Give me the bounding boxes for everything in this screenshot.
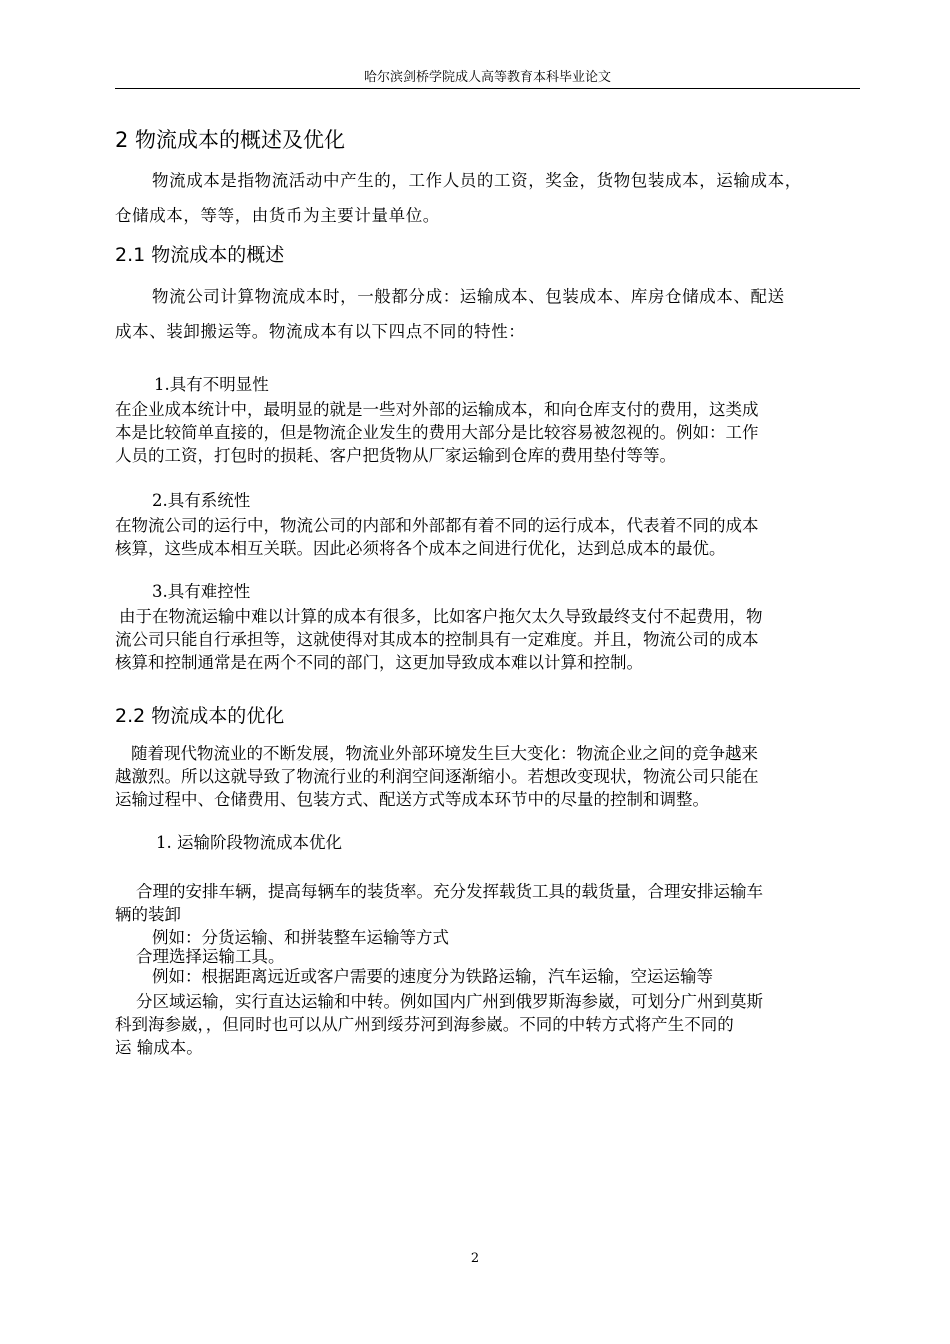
trait-3-title: 3.具有难控性 xyxy=(152,582,251,601)
transport-line-6: 分区域运输，实行直达运输和中转。例如国内广州到俄罗斯海参崴，可划分广州到莫斯 xyxy=(136,992,763,1011)
transport-line-4: 合理选择运输工具。 xyxy=(136,947,285,966)
section-2-1-heading: 2.1 物流成本的概述 xyxy=(115,244,285,266)
section-2-intro-line-1: 物流成本是指物流活动中产生的，工作人员的工资，奖金，货物包装成本，运输成本， xyxy=(152,171,802,190)
trait-1-line-2: 本是比较简单直接的，但是物流企业发生的费用大部分是比较容易被忽视的。例如：工作 xyxy=(115,423,759,442)
section-2-2-intro-line-2: 越激烈。所以这就导致了物流行业的利润空间逐渐缩小。若想改变现状，物流公司只能在 xyxy=(115,767,759,786)
transport-line-7: 科到海参崴，，但同时也可以从广州到绥芬河到海参崴。不同的中转方式将产生不同的 xyxy=(115,1015,734,1034)
running-header: 哈尔滨剑桥学院成人高等教育本科毕业论文 xyxy=(363,70,611,85)
section-2-intro-line-2: 仓储成本，等等，由货币为主要计量单位。 xyxy=(115,206,440,225)
section-2-1-intro-line-2: 成本、装卸搬运等。物流成本有以下四点不同的特性： xyxy=(115,322,526,341)
section-2-2-heading: 2.2 物流成本的优化 xyxy=(115,705,285,727)
transport-line-8: 运 输成本。 xyxy=(115,1038,203,1057)
trait-2-line-1: 在物流公司的运行中，物流公司的内部和外部都有着不同的运行成本，代表着不同的成本 xyxy=(115,516,759,535)
transport-line-3: 例如：分货运输、和拼装整车运输等方式 xyxy=(152,928,449,947)
trait-3-line-3: 核算和控制通常是在两个不同的部门，这更加导致成本难以计算和控制。 xyxy=(115,653,643,672)
trait-2-line-2: 核算，这些成本相互关联。因此必须将各个成本之间进行优化，达到总成本的最优。 xyxy=(115,539,726,558)
trait-1-line-3: 人员的工资，打包时的损耗、客户把货物从厂家运输到仓库的费用垫付等等。 xyxy=(115,446,676,465)
section-2-heading: 2 物流成本的概述及优化 xyxy=(115,128,346,152)
trait-1-title: 1.具有不明显性 xyxy=(154,375,269,394)
page-number: 2 xyxy=(470,1251,480,1266)
section-2-1-intro-line-1: 物流公司计算物流成本时，一般都分成：运输成本、包装成本、库房仓储成本、配送 xyxy=(152,287,785,306)
transport-line-5: 例如：根据距离远近或客户需要的速度分为铁路运输，汽车运输，空运运输等 xyxy=(152,967,713,986)
transport-line-2: 辆的装卸 xyxy=(115,905,181,924)
subsection-transport-title: 1. 运输阶段物流成本优化 xyxy=(156,833,342,852)
trait-3-line-2: 流公司只能自行承担等，这就使得对其成本的控制具有一定难度。并且，物流公司的成本 xyxy=(115,630,759,649)
section-2-2-intro-line-1: 随着现代物流业的不断发展，物流业外部环境发生巨大变化：物流企业之间的竞争越来 xyxy=(131,744,758,763)
trait-3-line-1: 由于在物流运输中难以计算的成本有很多，比如客户拖欠太久导致最终支付不起费用，物 xyxy=(119,607,763,626)
trait-2-title: 2.具有系统性 xyxy=(152,491,251,510)
transport-line-1: 合理的安排车辆，提高每辆车的装货率。充分发挥载货工具的载货量，合理安排运输车 xyxy=(136,882,763,901)
header-rule xyxy=(115,88,860,89)
trait-1-line-1: 在企业成本统计中，最明显的就是一些对外部的运输成本，和向仓库支付的费用，这类成 xyxy=(115,400,759,419)
section-2-2-intro-line-3: 运输过程中、仓储费用、包装方式、配送方式等成本环节中的尽量的控制和调整。 xyxy=(115,790,709,809)
